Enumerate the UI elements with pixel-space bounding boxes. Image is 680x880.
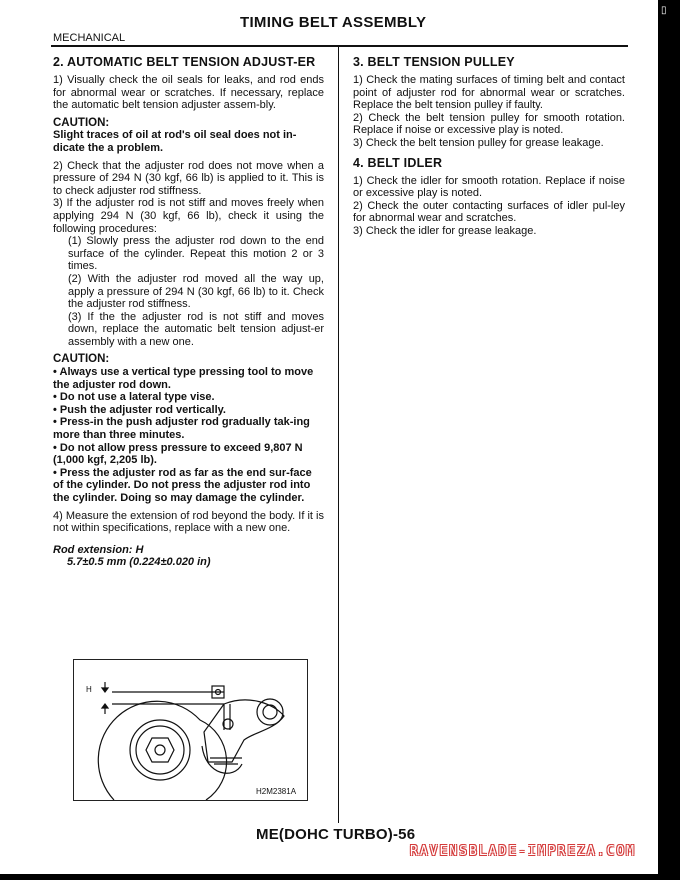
caution-label-1: CAUTION:	[53, 116, 110, 129]
idler-step-1: 1) Check the idler for smooth rotation. Replace if noise or excessive play is noted.	[353, 174, 625, 200]
pulley-step-3: 3) Check the belt tension pulley for grease leakage.	[353, 136, 604, 149]
page-number: ME(DOHC TURBO)-56	[256, 826, 416, 843]
caution-item: • Do not use a lateral type vise.	[53, 391, 215, 404]
caution-text-1: Slight traces of oil at rod's oil seal does not in-dicate the a problem.	[53, 129, 297, 154]
heading-belt-tension-pulley: 3. BELT TENSION PULLEY	[353, 55, 515, 69]
column-divider	[338, 47, 339, 823]
right-column	[353, 55, 625, 238]
tensioner-illustration	[74, 660, 307, 800]
figure-code: H2M2381A	[256, 787, 297, 796]
caution-label-2: CAUTION:	[53, 353, 110, 366]
caution-item: • Press the adjuster rod as far as the end sur-face of the cylinder. Do not press the adjuster rod into the cylinder. Doing so may damage the cylinder.	[53, 466, 312, 504]
idler-step-3: 3) Check the idler for grease leakage.	[353, 224, 537, 237]
substep-1-text: (1) Slowly press the adjuster rod down to the end surface of the cylinder. Repeat this motion 2 or 3 times.	[68, 235, 324, 273]
corner-mark: ▯	[661, 5, 667, 16]
section-label: MECHANICAL	[53, 32, 126, 44]
caution-item: • Always use a vertical type pressing tool to move the adjuster rod down.	[53, 366, 314, 391]
caution-item: • Push the adjuster rod vertically.	[53, 403, 226, 416]
idler-step-2: 2) Check the outer contacting surfaces of idler pul-ley for abnormal wear and scratches.	[353, 199, 625, 225]
step-2-text: 2) Check that the adjuster rod does not move when a pressure of 294 N (30 kgf, 66 lb) is applied to it. This is to check adjuster rod stiffness.	[53, 159, 324, 197]
step-4-text: 4) Measure the extension of rod beyond the body. If it is not within specifications, replace with a new one.	[53, 509, 324, 535]
caution-item: • Do not allow press pressure to exceed 9,807 N (1,000 kgf, 2,205 lb).	[53, 441, 303, 467]
page-title: TIMING BELT ASSEMBLY	[240, 14, 427, 31]
pulley-step-1: 1) Check the mating surfaces of timing belt and contact point of adjuster rod for abnormal wear or scratches. Replace the belt tension pulley if faulty.	[353, 74, 625, 112]
pulley-step-2: 2) Check the belt tension pulley for smooth rotation. Replace if noise or excessive play is noted.	[353, 111, 625, 137]
caution-item: • Press-in the push adjuster rod gradually tak-ing more than three minutes.	[53, 416, 310, 442]
tensioner-figure	[73, 659, 308, 801]
dimension-label-h: H	[86, 685, 92, 694]
watermark: RAVENSBLADE-IMPREZA.COM	[410, 844, 637, 859]
heading-automatic-belt-tension-adjuster: 2. AUTOMATIC BELT TENSION ADJUST-ER	[53, 55, 316, 69]
substep-2-text: (2) With the adjuster rod moved all the way up, apply a pressure of 294 N (30 kgf, 66 lb) to it. Check the adjuster rod stiffness.	[68, 272, 324, 311]
bottom-frame-bar	[0, 874, 680, 880]
substep-3-text: (3) If the the adjuster rod is not stiff and moves down, replace the automatic belt tension adjust-er assembly with a new one.	[68, 310, 324, 348]
spec-label: Rod extension: H	[53, 543, 144, 556]
step-1-text: 1) Visually check the oil seals for leaks, and rod ends for abnormal wear or scratches. If necessary, replace the automatic belt tension adjuster assem-bly.	[53, 74, 324, 112]
right-frame-bar	[658, 0, 680, 880]
left-column	[53, 55, 324, 569]
heading-belt-idler: 4. BELT IDLER	[353, 155, 443, 170]
step-3-text: 3) If the adjuster rod is not stiff and moves freely when applying 294 N (30 kgf, 66 lb), check it using the following procedures:	[53, 197, 324, 235]
header-rule	[51, 45, 628, 47]
spec-value: 5.7±0.5 mm (0.224±0.020 in)	[67, 556, 211, 569]
